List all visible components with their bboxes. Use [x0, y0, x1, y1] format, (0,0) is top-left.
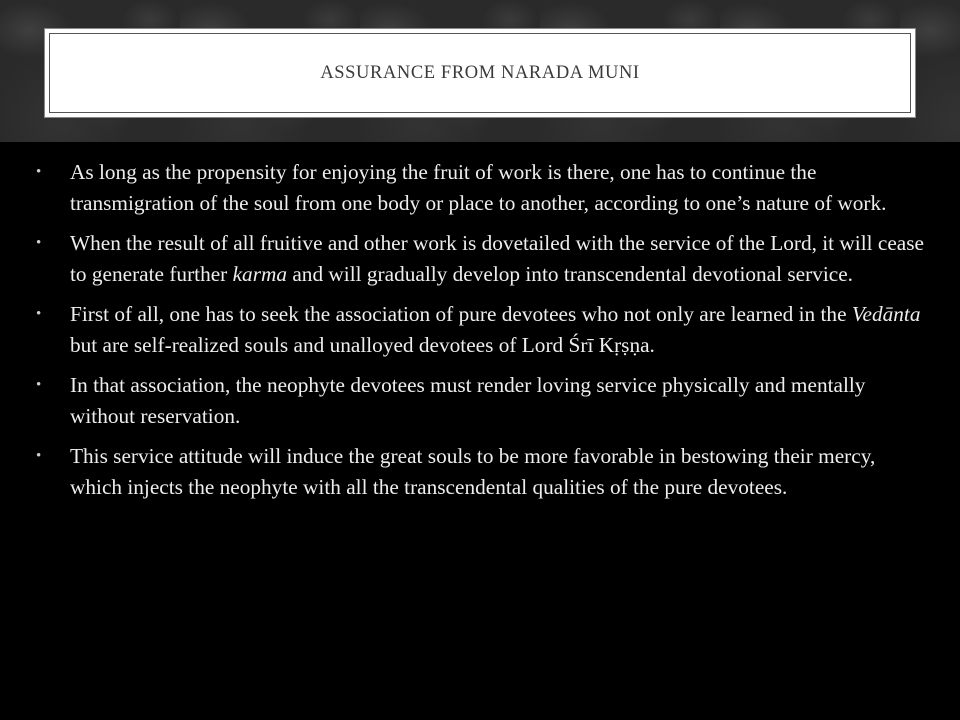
title-banner: [0, 0, 960, 142]
bullet-dot: •: [36, 448, 42, 464]
italic-term: Vedānta: [851, 302, 921, 326]
bullet-dot: •: [36, 235, 42, 251]
bullet-dot: •: [36, 377, 42, 393]
bullet-dot: •: [36, 306, 42, 322]
title-box-inner-border: [49, 33, 911, 113]
bullet-item: [36, 228, 926, 290]
bullet-text: In that association, the neophyte devotees must render loving service physically and mentally without reservation.: [70, 373, 866, 428]
bullet-text: When the result of all fruitive and other work is dovetailed with the service of the Lord, it will cease to generate further karma and will gradually develop into transcendental devotional service.: [70, 231, 924, 286]
italic-term: karma: [232, 262, 288, 286]
bullet-item: [36, 441, 926, 503]
bullet-text: First of all, one has to seek the association of pure devotees who not only are learned in the Vedānta but are self-realized souls and unalloyed devotees of Lord Śrī Kṛṣṇa.: [70, 302, 921, 357]
bullet-text: As long as the propensity for enjoying the fruit of work is there, one has to continue the transmigration of the soul from one body or place to another, according to one’s nature of work.: [70, 160, 887, 215]
bullet-item: [36, 370, 926, 432]
bullet-list: [36, 157, 926, 512]
bullet-item: [36, 299, 926, 361]
bullet-text: This service attitude will induce the great souls to be more favorable in bestowing their mercy, which injects the neophyte with all the transcendental qualities of the pure devotees.: [70, 444, 876, 499]
title-box: [44, 28, 916, 118]
bullet-item: [36, 157, 926, 219]
slide-title: ASSURANCE FROM NARADA MUNI: [320, 62, 640, 83]
bullet-dot: •: [36, 164, 42, 180]
